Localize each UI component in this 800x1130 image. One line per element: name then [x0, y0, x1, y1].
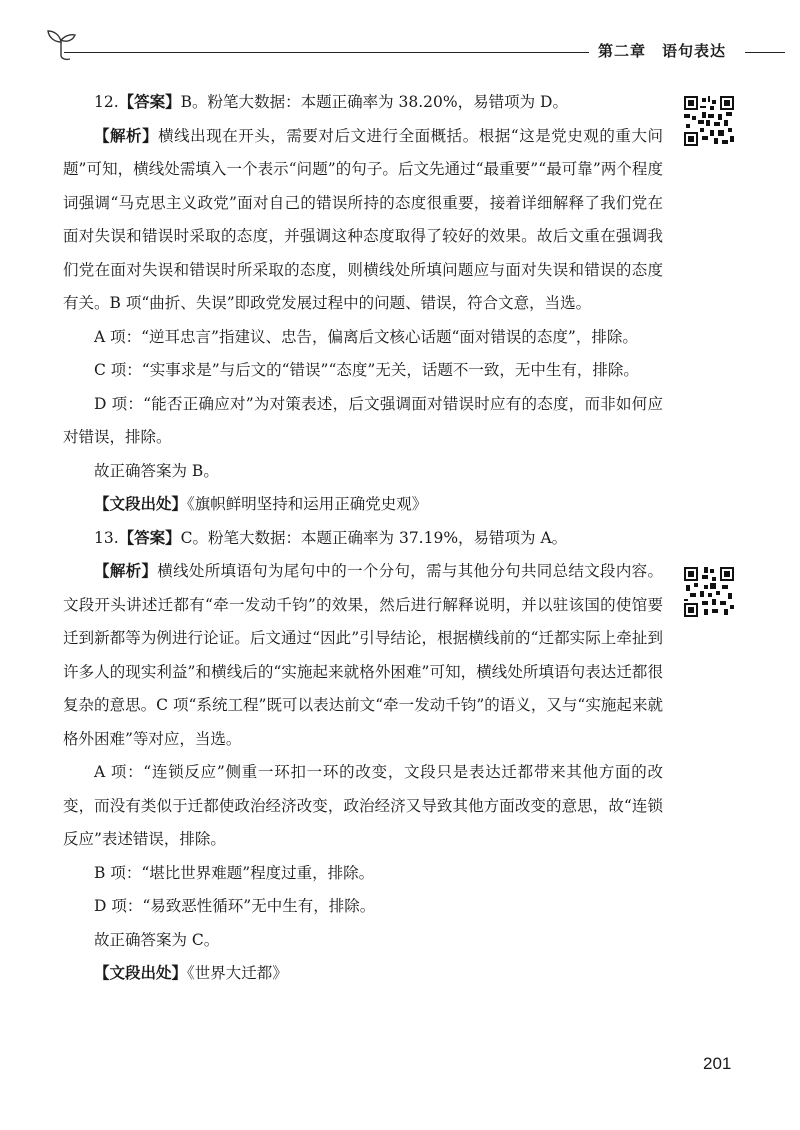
q12-source	[63, 488, 663, 522]
q13-analysis	[63, 555, 663, 756]
page-content	[63, 86, 663, 991]
q12-option-d: D 项：“能否正确应对”为对策表述，后文强调面对错误时应有的态度，而非如何应对错误，排除。	[63, 394, 663, 446]
source-label: 【文段出处】	[94, 964, 188, 982]
page-number: 201	[703, 1054, 732, 1073]
source-text: 《旗帜鲜明坚持和运用正确党史观》	[187, 495, 428, 513]
q13-answer	[63, 522, 663, 556]
analysis-text: 横线出现在开头，需要对后文进行全面概括。根据“这是党史观的重大问题”可知，横线处需填入一个表示“问题”的句子。后文先通过“最重要”“最可靠”两个程度词强调“马克思主义政党”面对自己的错误所持的态度很重要，接着详细解释了我们党在面对失误和错误时采取的态度，并强调这种态度取得了较好的效果。故后文重在强调我们党在面对失误和错误时所采取的态度，则横线处所填问题应与面对失误和错误的态度有关。B 项“曲折、失误”即政党发展过程中的问题、错误，符合文意，当选。	[63, 126, 663, 312]
q13-conclusion: 故正确答案为 C。	[94, 930, 220, 949]
header-rule-left	[64, 52, 589, 53]
analysis-label: 【解析】	[94, 562, 158, 580]
chapter-title: 语句表达	[662, 42, 727, 60]
chapter-heading	[598, 40, 726, 61]
q13-option-a: A 项：“连锁反应”侧重一环扣一环的改变，文段只是表达迁都带来其他方面的改变，而没有类似于迁都使政治经济改变，政治经济又导致其他方面改变的意思，故“连锁反应”表述错误，排除。	[63, 763, 663, 848]
q12-analysis	[63, 120, 663, 321]
question-number: 12.	[94, 93, 119, 111]
q13-option-d: D 项：“易致恶性循环”无中生有，排除。	[94, 897, 376, 915]
qr-code-icon[interactable]	[684, 96, 734, 146]
q12-option-c: C 项：“实事求是”与后文的“错误”“态度”无关，话题不一致，无中生有，排除。	[94, 361, 639, 379]
answer-text: C。粉笔大数据：本题正确率为 37.19%，易错项为 A。	[180, 528, 568, 547]
answer-text: B。粉笔大数据：本题正确率为 38.20%，易错项为 D。	[180, 93, 568, 111]
q13-option-b: B 项：“堪比世界难题”程度过重，排除。	[94, 863, 375, 882]
q12-option-a: A 项：“逆耳忠言”指建议、忠告，偏离后文核心话题“面对错误的态度”，排除。	[94, 327, 638, 346]
qr-code-icon[interactable]	[684, 567, 734, 617]
page-header	[0, 0, 800, 80]
answer-label: 【答案】	[118, 528, 181, 547]
header-rule-right	[745, 52, 785, 53]
question-number: 13.	[94, 528, 119, 547]
analysis-label: 【解析】	[94, 126, 159, 145]
source-text: 《世界大迁都》	[187, 964, 288, 982]
q13-source	[63, 957, 663, 991]
sprout-icon	[42, 26, 80, 62]
answer-label: 【答案】	[118, 93, 181, 111]
chapter-number: 第二章	[598, 42, 647, 60]
q12-conclusion: 故正确答案为 B。	[94, 461, 219, 480]
source-label: 【文段出处】	[94, 495, 188, 513]
q12-answer	[63, 86, 663, 120]
analysis-text: 横线处所填语句为尾句中的一个分句，需与其他分句共同总结文段内容。文段开头讲述迁都有“牵一发动千钧”的效果，然后进行解释说明，并以驻该国的使馆要迁到新都等为例进行论证。后文通过“因此”引导结论，根据横线前的“迁都实际上牵扯到许多人的现实利益”和横线后的“实施起来就格外困难”可知，横线处所填语句表达迁都很复杂的意思。C 项“系统工程”既可以表达前文“牵一发动千钧”的语义，又与“实施起来就格外困难”等对应，当选。	[63, 562, 663, 748]
